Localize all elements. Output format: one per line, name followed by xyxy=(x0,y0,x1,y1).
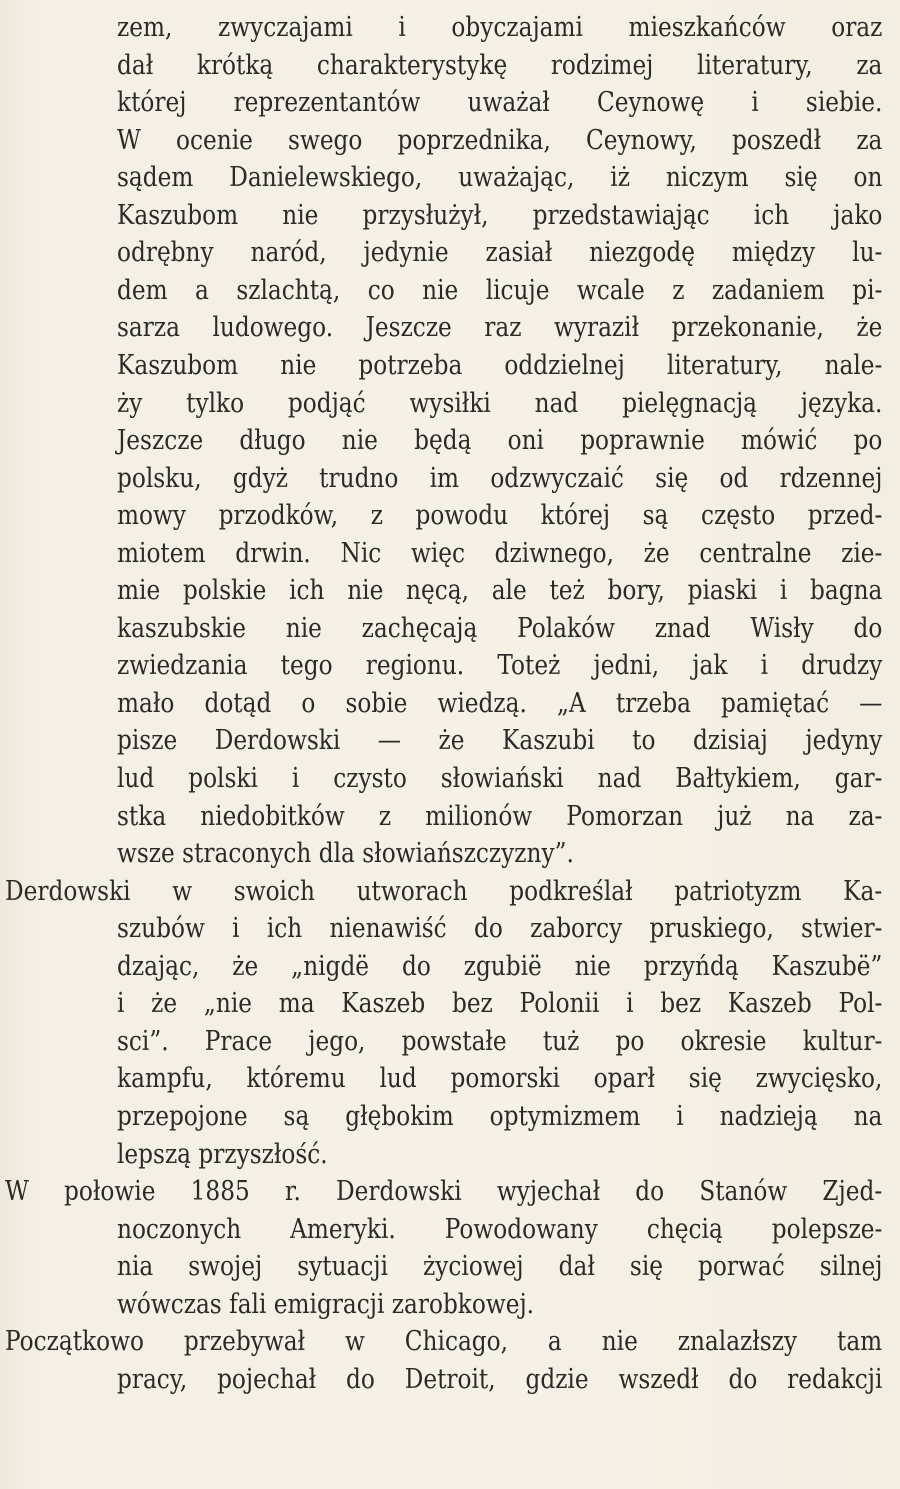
text-line: miotem drwin. Nic więc dziwnego, że centralne zie- xyxy=(117,537,883,569)
text-line: zem, zwyczajami i obyczajami mieszkańców oraz xyxy=(117,12,883,43)
text-line: dał krótką charakterystykę rodzimej literatury, za xyxy=(117,49,883,81)
text-line: noczonych Ameryki. Powodowany chęcią polepsze- xyxy=(117,1213,883,1245)
text-line: polsku, gdyż trudno im odzwyczaić się od rdzennej xyxy=(117,462,883,494)
text-line: sci”. Prace jego, powstałe tuż po okresie kultur- xyxy=(117,1025,883,1057)
text-line: W ocenie swego poprzednika, Ceynowy, poszedł za xyxy=(117,124,883,156)
text-line: lepszą przyszłość. xyxy=(117,1138,328,1170)
text-line: wsze straconych dla słowiańszczyzny”. xyxy=(117,838,574,870)
text-line: wówczas fali emigracji zarobkowej. xyxy=(117,1288,535,1320)
text-line: kaszubskie nie zachęcają Polaków znad Wisły do xyxy=(117,612,883,644)
text-line: Jeszcze długo nie będą oni poprawnie mówić po xyxy=(117,425,883,456)
text-line: której reprezentantów uważał Ceynowę i siebie. xyxy=(117,87,883,119)
text-line: mie polskie ich nie nęcą, ale też bory, piaski i bagna xyxy=(117,575,883,607)
text-line: dem a szlachtą, co nie licuje wcale z zadaniem pi- xyxy=(117,274,883,306)
text-line: pisze Derdowski — że Kaszubi to dzisiaj jedyny xyxy=(117,725,883,757)
text-line: lud polski i czysto słowiański nad Bałtykiem, gar- xyxy=(117,763,883,794)
text-line: przepojone są głębokim optymizmem i nadzieją na xyxy=(117,1100,883,1132)
text-line: mało dotąd o sobie wiedzą. „A trzeba pamiętać — xyxy=(117,687,883,719)
text-line: ży tylko podjąć wysiłki nad pielęgnacją języka. xyxy=(117,387,883,419)
text-line: kampfu, któremu lud pomorski oparł się zwycięsko, xyxy=(117,1063,883,1095)
text-line: mowy przodków, z powodu której są często przed- xyxy=(117,500,883,532)
text-line: stka niedobitków z milionów Pomorzan już na za- xyxy=(117,800,883,832)
text-line: Kaszubom nie potrzeba oddzielnej literatury, nale- xyxy=(117,349,883,381)
paragraph-first-line: W połowie 1885 r. Derdowski wyjechał do Stanów Zjed- xyxy=(5,1176,883,1207)
text-line: Kaszubom nie przysłużył, przedstawiając ich jako xyxy=(117,199,883,231)
text-line: sarza ludowego. Jeszcze raz wyraził przekonanie, że xyxy=(117,312,883,344)
paragraph-first-line: Derdowski w swoich utworach podkreślał patriotyzm Ka- xyxy=(5,875,883,907)
text-line: szubów i ich nienawiść do zaborcy pruskiego, stwier- xyxy=(117,913,883,945)
text-line: dzając, że „nigdë do zgubië nie przyńdą Kaszubë” xyxy=(117,950,883,982)
text-line: sądem Danielewskiego, uważając, iż niczym się on xyxy=(117,162,883,194)
text-line: i że „nie ma Kaszeb bez Polonii i bez Kaszeb Pol- xyxy=(117,988,883,1020)
text-line: nia swojej sytuacji życiowej dał się porwać silnej xyxy=(117,1251,883,1283)
text-line: zwiedzania tego regionu. Toteż jedni, jak i drudzy xyxy=(117,650,883,682)
text-line: odrębny naród, jedynie zasiał niezgodę między lu- xyxy=(117,237,883,269)
paragraph-first-line: Początkowo przebywał w Chicago, a nie znalazłszy tam xyxy=(5,1326,883,1358)
text-line: pracy, pojechał do Detroit, gdzie wszedł do redakcji xyxy=(117,1363,883,1395)
